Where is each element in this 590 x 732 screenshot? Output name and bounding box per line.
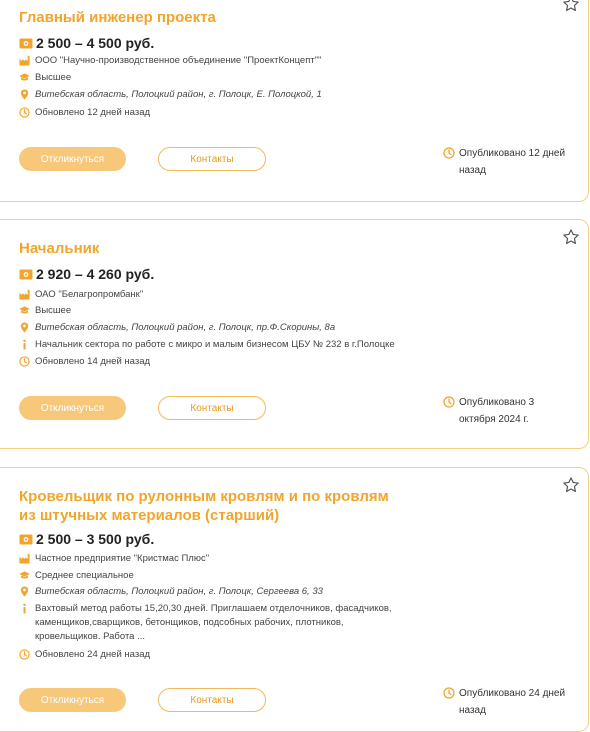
clock-icon [19, 649, 30, 660]
graduation-cap-icon [19, 72, 30, 83]
map-pin-icon [19, 586, 30, 597]
salary-value: 2 500 – 3 500 руб. [36, 531, 155, 547]
updated-row [19, 648, 409, 662]
company-row [19, 552, 409, 566]
apply-button[interactable]: Откликнуться [19, 688, 126, 712]
published-date [443, 394, 553, 428]
address: Витебская область, Полоцкий район, г. Полоцк, Сергеева 6, 33 [35, 586, 323, 597]
address-row [19, 321, 409, 335]
salary [19, 531, 154, 547]
published-text: Опубликовано 12 дней назад [459, 148, 566, 176]
company-row [19, 288, 409, 302]
info-icon [19, 603, 30, 614]
vacancy-card [0, 219, 589, 449]
money-icon [19, 269, 33, 280]
education: Высшее [35, 305, 72, 316]
contacts-button[interactable]: Контакты [158, 396, 266, 420]
updated-row [19, 106, 409, 120]
apply-button[interactable]: Откликнуться [19, 396, 126, 420]
published-text: Опубликовано 24 дней назад [459, 688, 566, 716]
star-icon[interactable] [562, 228, 580, 246]
description: Начальник сектора по работе с микро и малым бизнесом ЦБУ № 232 в г.Полоцке [35, 339, 395, 350]
money-icon [19, 534, 33, 545]
clock-icon [19, 356, 30, 367]
vacancy-card [0, 0, 589, 202]
description-row [19, 602, 404, 644]
clock-icon [19, 107, 30, 118]
published-date [443, 145, 578, 179]
salary-value: 2 920 – 4 260 руб. [36, 266, 155, 282]
money-icon [19, 38, 33, 49]
education: Среднее специальное [35, 570, 134, 581]
education-row [19, 71, 409, 85]
company-name[interactable]: ОАО "Белагропромбанк" [35, 289, 144, 300]
map-pin-icon [19, 322, 30, 333]
education-row [19, 569, 409, 583]
star-icon[interactable] [562, 0, 580, 13]
graduation-cap-icon [19, 305, 30, 316]
vacancy-card [0, 467, 589, 732]
published-date [443, 685, 578, 719]
updated-text: Обновлено 24 дней назад [35, 649, 151, 660]
education-row [19, 304, 409, 318]
clock-icon [443, 147, 455, 159]
factory-icon [19, 55, 30, 66]
info-icon [19, 339, 30, 350]
map-pin-icon [19, 89, 30, 100]
company-row [19, 54, 409, 68]
company-name[interactable]: ООО "Научно-производственное объединение "ПроектКонцепт"" [35, 55, 322, 66]
description: Вахтовый метод работы 15,20,30 дней. Приглашаем отделочников, фасадчиков, каменщиков,сварщиков, бетонщиков, подсобных рабочих, плотников, кровельщиков. Работа ... [35, 603, 392, 642]
address: Витебская область, Полоцкий район, г. Полоцк, Е. Полоцкой, 1 [35, 89, 322, 100]
vacancy-title[interactable]: Начальник [19, 240, 100, 257]
contacts-button[interactable]: Контакты [158, 688, 266, 712]
salary [19, 266, 154, 282]
description-row [19, 338, 409, 352]
factory-icon [19, 553, 30, 564]
updated-row [19, 355, 409, 369]
address-row [19, 88, 409, 102]
salary-value: 2 500 – 4 500 руб. [36, 35, 155, 51]
company-name[interactable]: Частное предприятие "Кристмас Плюс" [35, 553, 210, 564]
factory-icon [19, 289, 30, 300]
clock-icon [443, 396, 455, 408]
star-icon[interactable] [562, 476, 580, 494]
salary [19, 35, 154, 51]
clock-icon [443, 687, 455, 699]
updated-text: Обновлено 12 дней назад [35, 107, 151, 118]
apply-button[interactable]: Откликнуться [19, 147, 126, 171]
vacancy-title[interactable]: Кровельщик по рулонным кровлям и по кровлям из штучных материалов (старший) [19, 488, 389, 524]
address: Витебская область, Полоцкий район, г. Полоцк, пр.Ф.Скорины, 8а [35, 322, 336, 333]
contacts-button[interactable]: Контакты [158, 147, 266, 171]
education: Высшее [35, 72, 72, 83]
graduation-cap-icon [19, 570, 30, 581]
updated-text: Обновлено 14 дней назад [35, 356, 151, 367]
address-row [19, 585, 409, 599]
published-text: Опубликовано 3 октября 2024 г. [459, 397, 535, 425]
vacancy-title[interactable]: Главный инженер проекта [19, 9, 216, 26]
